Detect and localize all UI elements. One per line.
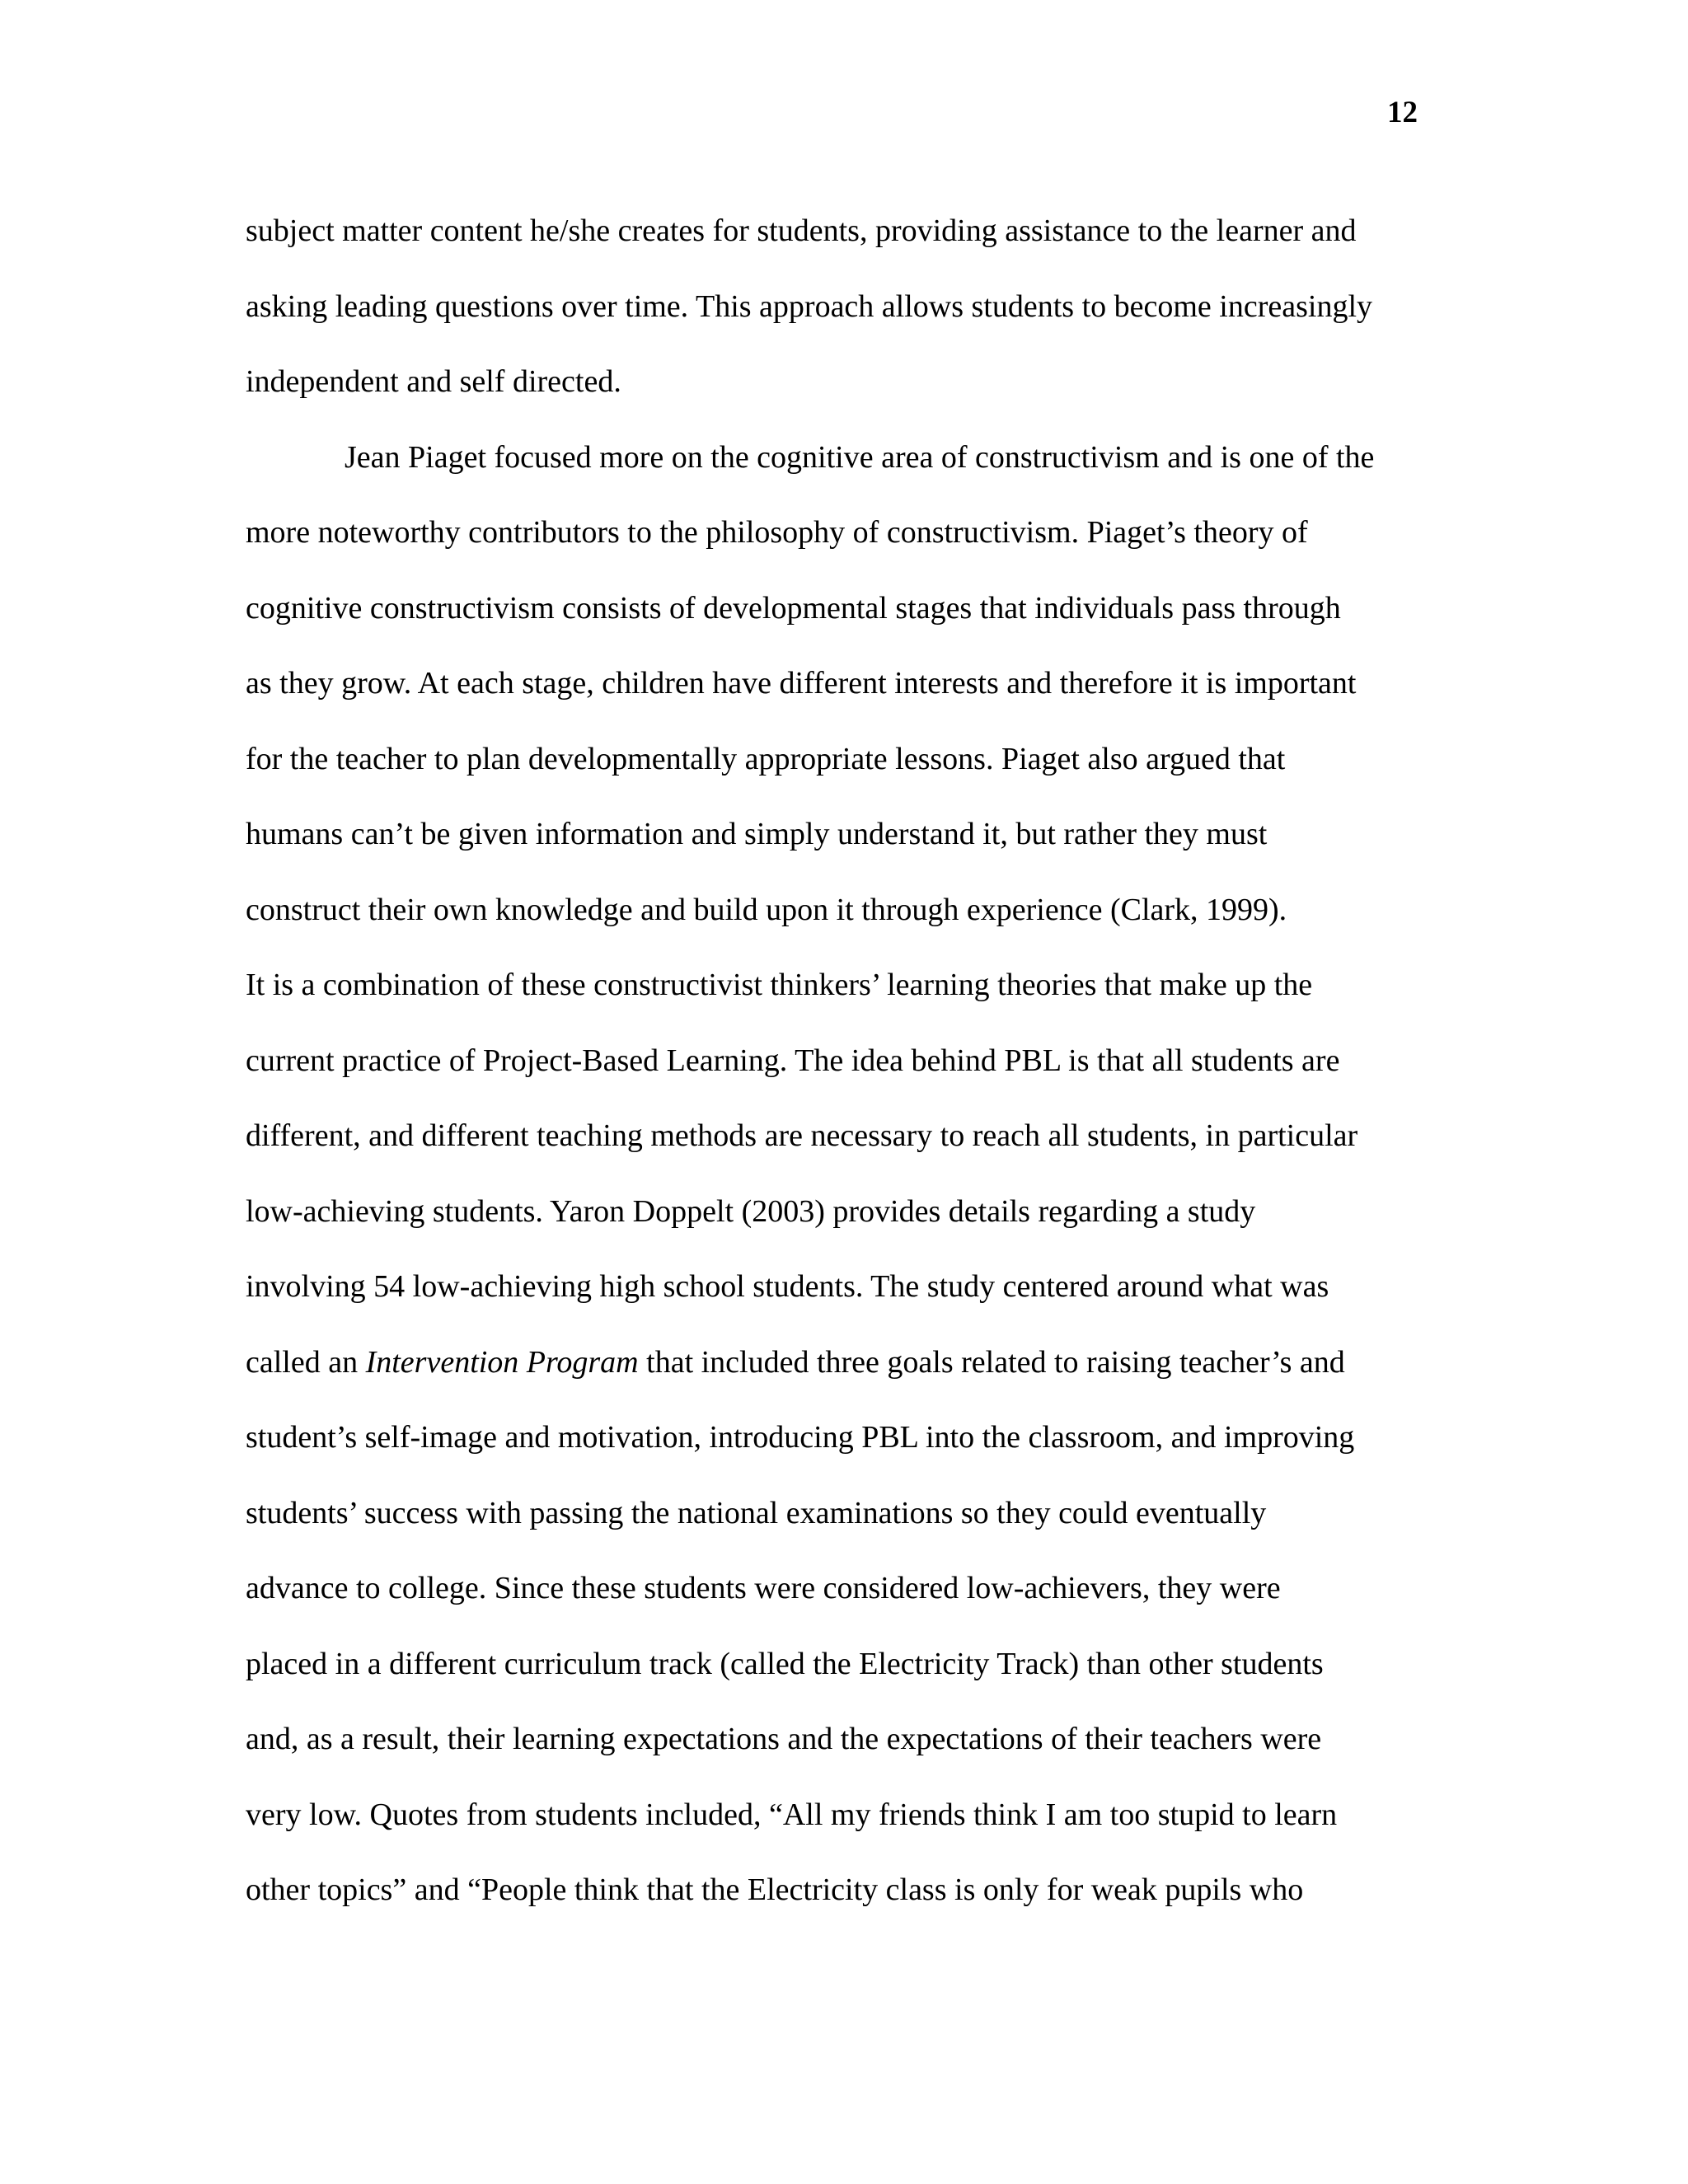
italic-term: Intervention Program	[365, 1344, 639, 1380]
text-line: asking leading questions over time. This approach allows students to become increasingly	[246, 288, 1372, 324]
text-line: student’s self-image and motivation, introducing PBL into the classroom, and improving	[246, 1420, 1355, 1455]
text-line: involving 54 low-achieving high school students. The study centered around what was	[246, 1269, 1329, 1304]
text-line: as they grow. At each stage, children have different interests and therefore it is important	[246, 666, 1357, 701]
text-line: and, as a result, their learning expectations and the expectations of their teachers were	[246, 1722, 1322, 1756]
text-line: cognitive constructivism consists of developmental stages that individuals pass through	[246, 590, 1341, 626]
text-line: placed in a different curriculum track (called the Electricity Track) than other students	[246, 1646, 1324, 1681]
text-line: other topics” and “People think that the Electricity class is only for weak pupils who	[246, 1872, 1304, 1907]
text-line: more noteworthy contributors to the philosophy of constructivism. Piaget’s theory of	[246, 515, 1308, 550]
text-line-with-italic	[246, 1325, 1449, 1401]
page-number: 12	[1387, 96, 1418, 129]
text-line: advance to college. Since these students were considered low-achievers, they were	[246, 1571, 1281, 1605]
text-line: current practice of Project-Based Learning. The idea behind PBL is that all students are	[246, 1043, 1340, 1078]
text-line: low-achieving students. Yaron Doppelt (2003) provides details regarding a study	[246, 1193, 1256, 1229]
text-line: students’ success with passing the national examinations so they could eventually	[246, 1495, 1267, 1530]
text-run: called an	[246, 1344, 366, 1380]
text-line: independent and self directed.	[246, 364, 621, 399]
text-run: that included three goals related to raising teacher’s and	[638, 1344, 1345, 1380]
text-line: for the teacher to plan developmentally appropriate lessons. Piaget also argued that	[246, 741, 1286, 776]
text-line: construct their own knowledge and build upon it through experience (Clark, 1999).	[246, 892, 1287, 927]
body-text	[246, 194, 1449, 1929]
text-line-indented: Jean Piaget focused more on the cognitive area of constructivism and is one of the	[345, 439, 1375, 475]
text-line: It is a combination of these constructivist thinkers’ learning theories that make up the	[246, 968, 1313, 1002]
text-line: very low. Quotes from students included, “All my friends think I am too stupid to learn	[246, 1797, 1338, 1832]
text-line: subject matter content he/she creates for students, providing assistance to the learner and	[246, 213, 1357, 248]
text-line: different, and different teaching methods are necessary to reach all students, in particular	[246, 1118, 1358, 1153]
text-line: humans can’t be given information and simply understand it, but rather they must	[246, 817, 1268, 851]
